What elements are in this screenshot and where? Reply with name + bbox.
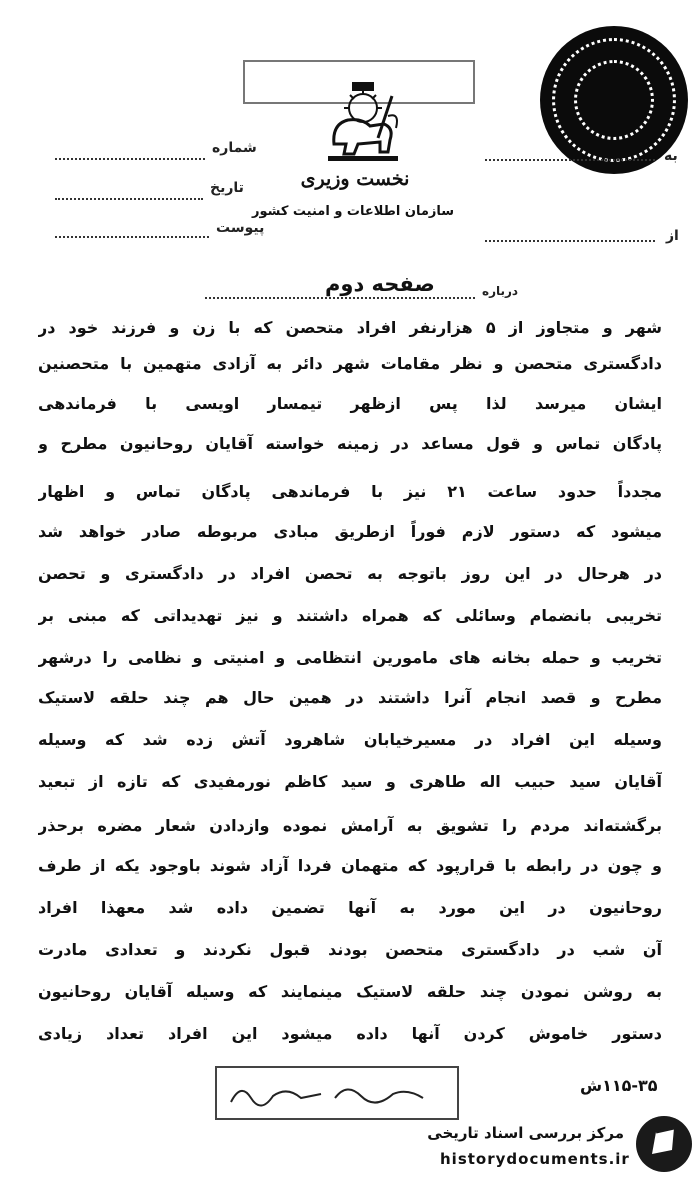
body-line-10: مطرح و قصد انجام آنرا داشتند در همین حال هم چند حلقه لاستیک (38, 688, 662, 707)
body-line-17: به روشن نمودن چند حلقه لاستیک مینمایند که وسیله آقایان روحانیون (38, 982, 662, 1001)
body-line-16: آن شب در دادگستری متحصن بودند قبول نکردند و تعدادی مادرت (38, 940, 662, 959)
to-label: به (664, 148, 678, 164)
body-line-14: و چون در رابطه با قرارپود که متهمان فردا آزاد شوند باوجود یکه از طرف (38, 856, 662, 875)
handwritten-scribble (217, 1068, 453, 1114)
date-label: تاریخ (210, 180, 244, 196)
watermark-title: مرکز بررسی اسناد تاریخی (427, 1124, 624, 1142)
emblem-title: نخست وزیری (300, 168, 410, 190)
body-line-11: وسیله این افراد در مسیرخیابان شاهرود آتش زده شد که وسیله (38, 730, 662, 749)
seal-inner-ring (574, 60, 654, 140)
document-icon (636, 1116, 692, 1172)
reference-number: ۱۱۵-۳۵ش (580, 1076, 658, 1095)
lion-sun-emblem (318, 82, 408, 164)
body-line-1: شهر و متجاوز از ۵ هزارنفر افراد متحصن که با زن و فرزند خود در (38, 318, 662, 337)
body-line-2: دادگستری متحصن و نظر مقامات شهر دائر به آزادی متهمین با متحصنین (38, 354, 662, 373)
page-label: صفحه دوم (325, 272, 435, 296)
body-line-3: ایشان میرسد لذا پس ازظهر تیمسار اویسی با فرماندهی (38, 394, 662, 413)
emblem-subtitle: سازمان اطلاعات و امنیت کشور (251, 204, 455, 219)
body-line-9: تخریب و حمله بخانه های مامورین انتظامی و امنیتی و نظامی را درشهر (38, 648, 662, 667)
body-line-18: دستور خاموش کردن آنها داده میشود این افراد تعداد زیادی (38, 1024, 662, 1043)
subject-field-line (205, 297, 475, 299)
attachment-field-line (55, 236, 209, 238)
attachment-label: پیوست (216, 220, 265, 236)
from-label: از (666, 228, 679, 244)
number-label: شماره (212, 140, 257, 156)
watermark-url: historydocuments.ir (440, 1150, 630, 1168)
body-line-13: برگشته‌اند مردم را تشویق به آرامش نموده وازدادن شعار مضره برحذر (38, 816, 662, 835)
body-line-6: میشود که دستور لازم فوراً ازطریق مبادی مربوطه صادر خواهد شد (38, 522, 662, 541)
body-line-4: پادگان تماس و قول مساعد در زمینه خواسته آقایان روحانیون مطرح و (38, 434, 662, 453)
body-line-8: تخریبی بانضمام وسائلی که همراه داشتند و نیز تهدیداتی که مبنی بر (38, 606, 662, 625)
watermark-logo (636, 1116, 692, 1172)
number-field-line (55, 158, 205, 160)
body-line-12: آقایان سید حبیب اله طاهری و سید کاظم نورمفیدی که تازه از تبعید (38, 772, 662, 791)
subject-label: درباره (482, 284, 519, 298)
to-field-line (485, 159, 655, 161)
date-field-line (55, 198, 203, 200)
body-line-7: در هرحال در این روز باتوجه به تحصن افراد در دادگستری و تحصن (38, 564, 662, 583)
body-line-5: مجدداً حدود ساعت ۲۱ نیز با فرماندهی پادگان تماس و اظهار (38, 482, 662, 501)
body-line-15: روحانیون در این مورد به آنها تضمین داده شد معهذا افراد (38, 898, 662, 917)
from-field-line (485, 240, 655, 242)
footer-stamp-box (215, 1066, 459, 1120)
